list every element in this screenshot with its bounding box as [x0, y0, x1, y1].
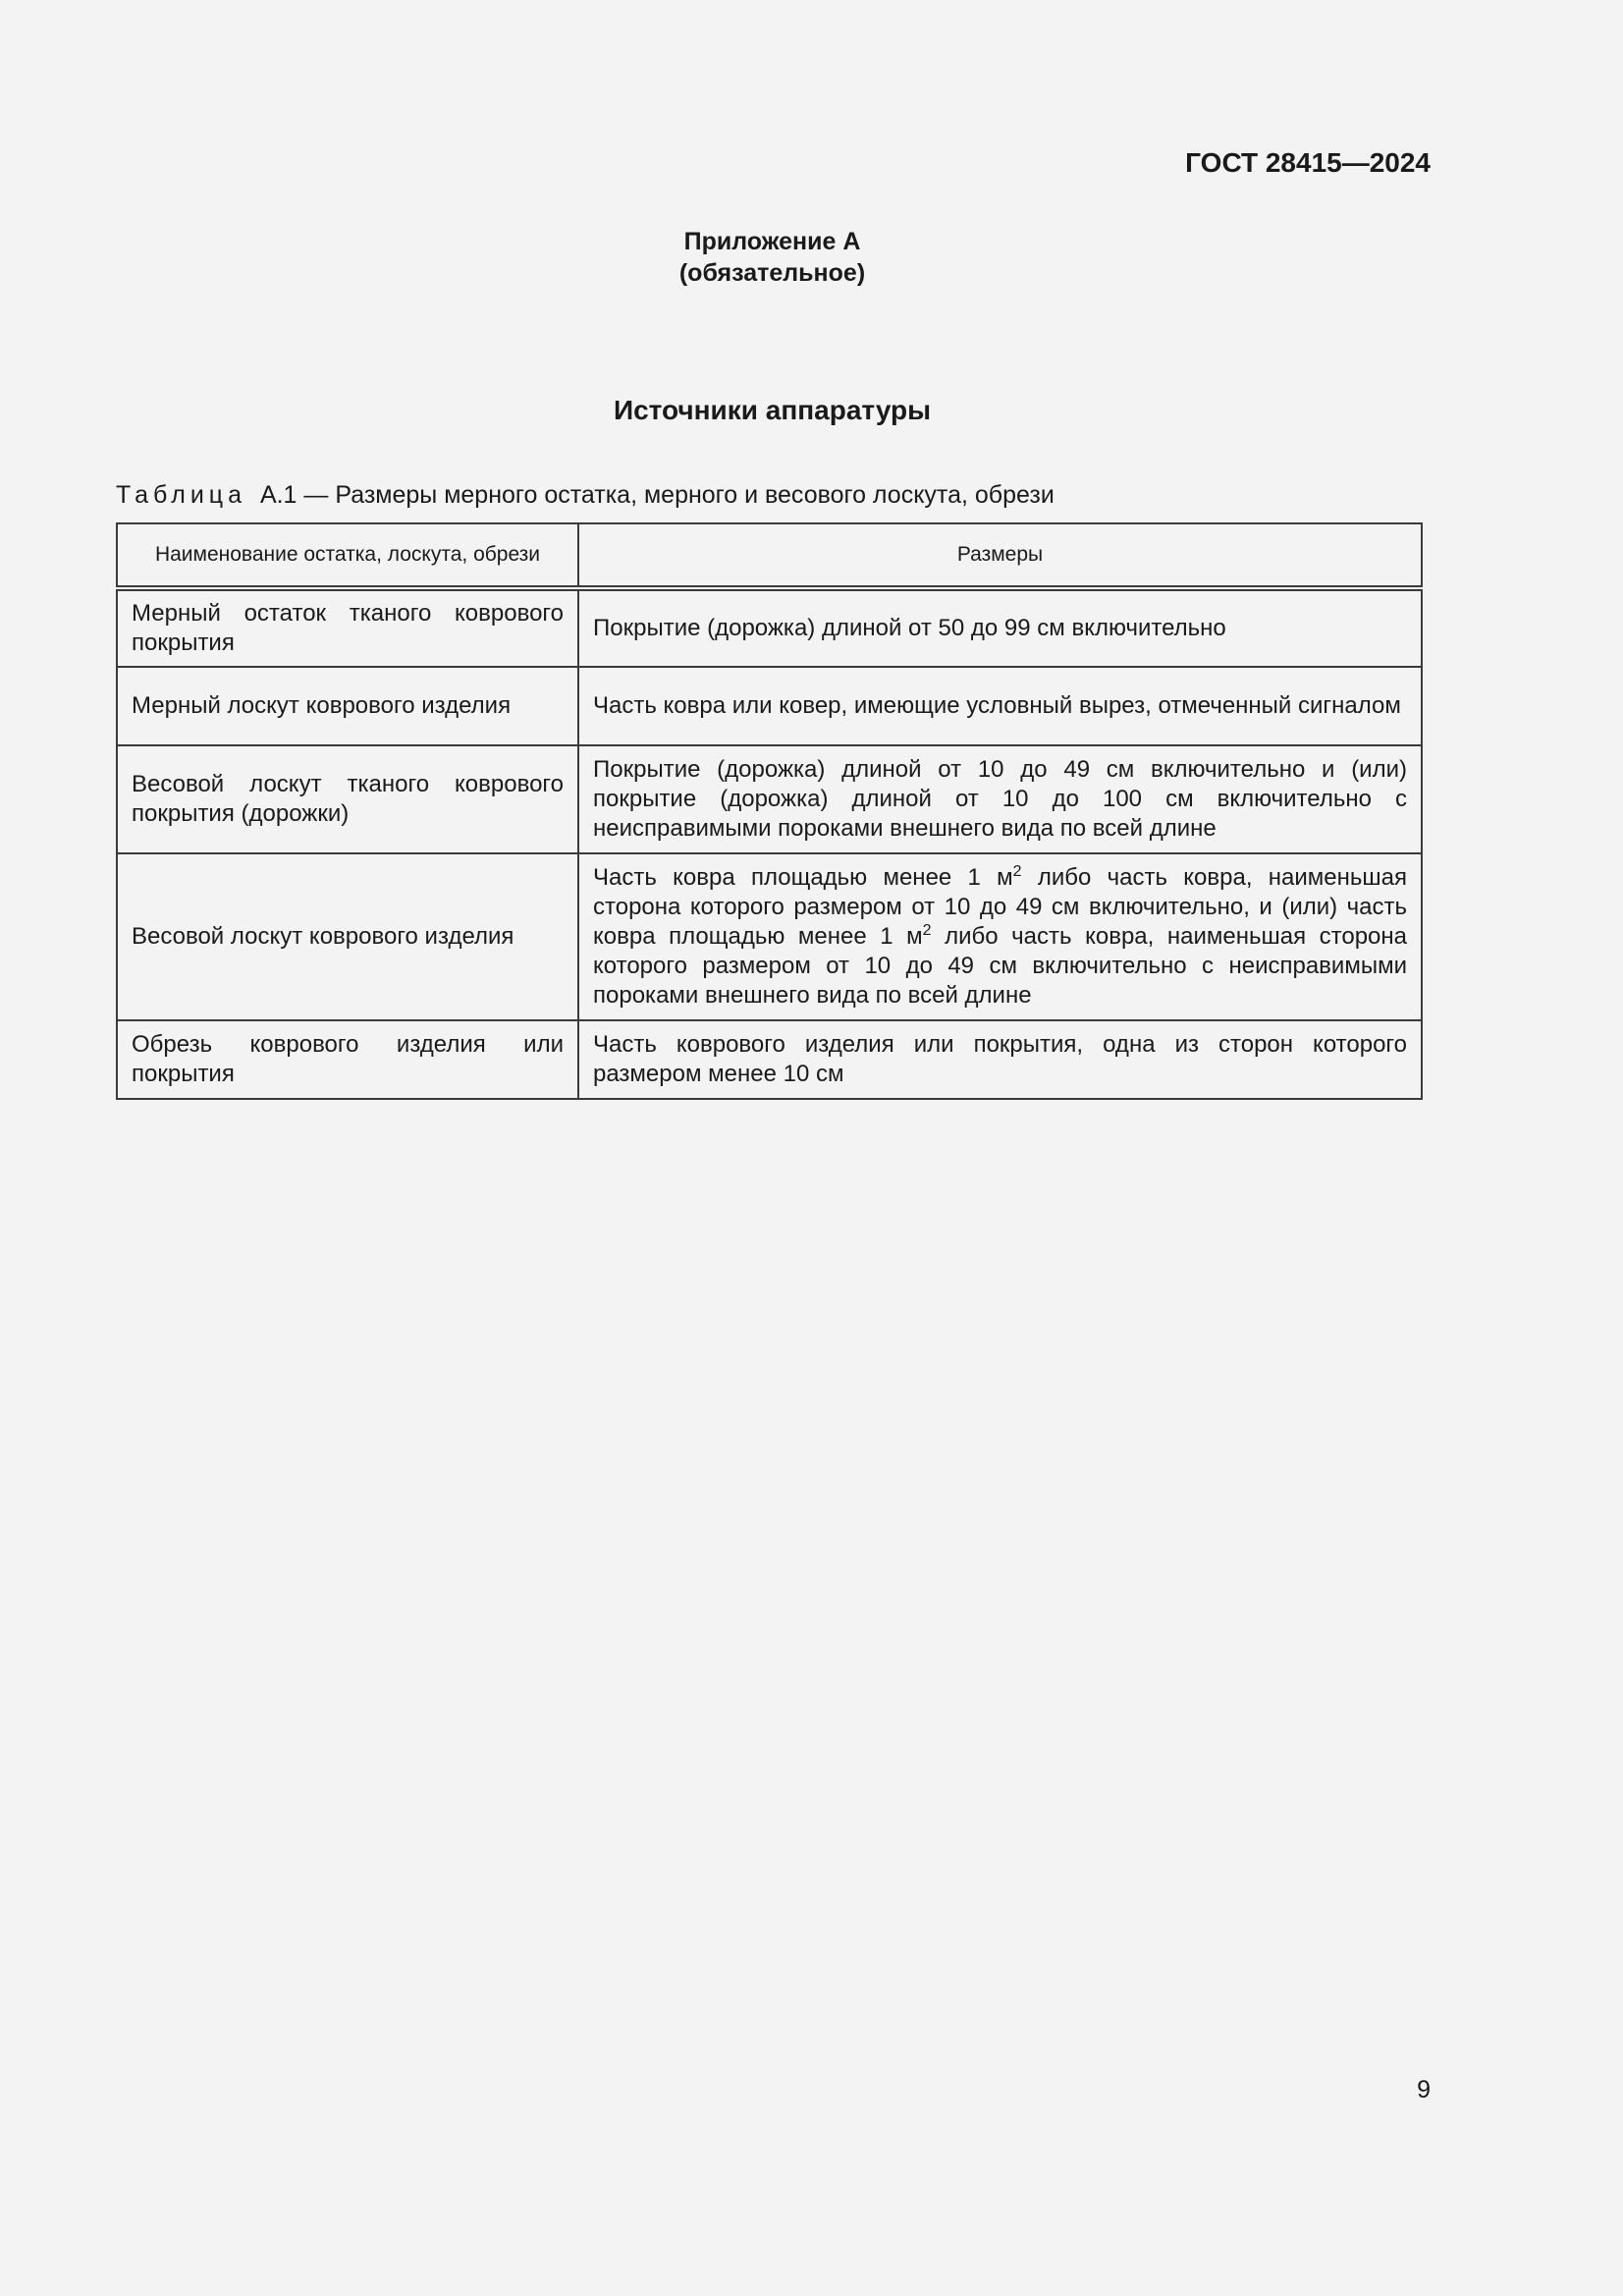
table-row [117, 853, 1422, 1020]
table-row [117, 667, 1422, 745]
table-row [117, 745, 1422, 853]
document-code: ГОСТ 28415—2024 [1185, 147, 1431, 178]
appendix-status: (обязательное) [678, 259, 866, 287]
table-caption-text: А.1 — Размеры мерного остатка, мерного и весового лоскута, обрези [259, 481, 1055, 509]
superscript: 2 [1012, 863, 1022, 880]
row-dims-cell: Покрытие (дорожка) длиной от 50 до 99 см включительно [578, 588, 1422, 667]
row-dims-text: либо часть ковра, наименьшая сторона которого размером от 10 до 49 см включительно с неисправимыми пороками внешнего вида по всей длине [593, 923, 1407, 1009]
row-name-cell: Весовой лоскут коврового изделия [117, 853, 578, 1020]
row-name-cell: Мерный остаток тканого коврового покрытия [117, 588, 578, 667]
superscript: 2 [922, 922, 932, 939]
column-header-dims: Размеры [578, 523, 1422, 588]
appendix-title: Приложение А [683, 228, 861, 255]
row-dims-text: Часть ковра площадью менее 1 м [593, 864, 1013, 891]
row-dims-cell: Часть ковра или ковер, имеющие условный вырез, отмеченный сигналом [578, 667, 1422, 745]
column-header-name: Наименование остатка, лоскута, обрези [117, 523, 578, 588]
table-row [117, 1020, 1422, 1099]
row-dims-text: либо часть ковра, наименьшая сторона которого размером от 10 до 49 см включительно, и (или) часть ковра площадью менее 1 м [593, 864, 1407, 950]
table-row [117, 588, 1422, 667]
table-caption [116, 481, 1055, 510]
appendix-heading [0, 226, 1544, 289]
row-name-cell: Весовой лоскут тканого коврового покрытия (дорожки) [117, 745, 578, 853]
page-number: 9 [1417, 2076, 1431, 2104]
sizes-table [116, 522, 1423, 1100]
table-header-row [117, 523, 1422, 588]
row-name-cell: Мерный лоскут коврового изделия [117, 667, 578, 745]
row-dims-cell: Часть коврового изделия или покрытия, одна из сторон которого размером менее 10 см [578, 1020, 1422, 1099]
table-caption-label: Таблица [116, 481, 247, 509]
row-dims-cell [578, 853, 1422, 1020]
row-dims-cell: Покрытие (дорожка) длиной от 10 до 49 см включительно и (или) покрытие (дорожка) длиной от 10 до 100 см включительно с неисправимыми пороками внешнего вида по всей длине [578, 745, 1422, 853]
row-name-cell: Обрезь коврового изделия или покрытия [117, 1020, 578, 1099]
section-title: Источники аппаратуры [613, 395, 932, 425]
